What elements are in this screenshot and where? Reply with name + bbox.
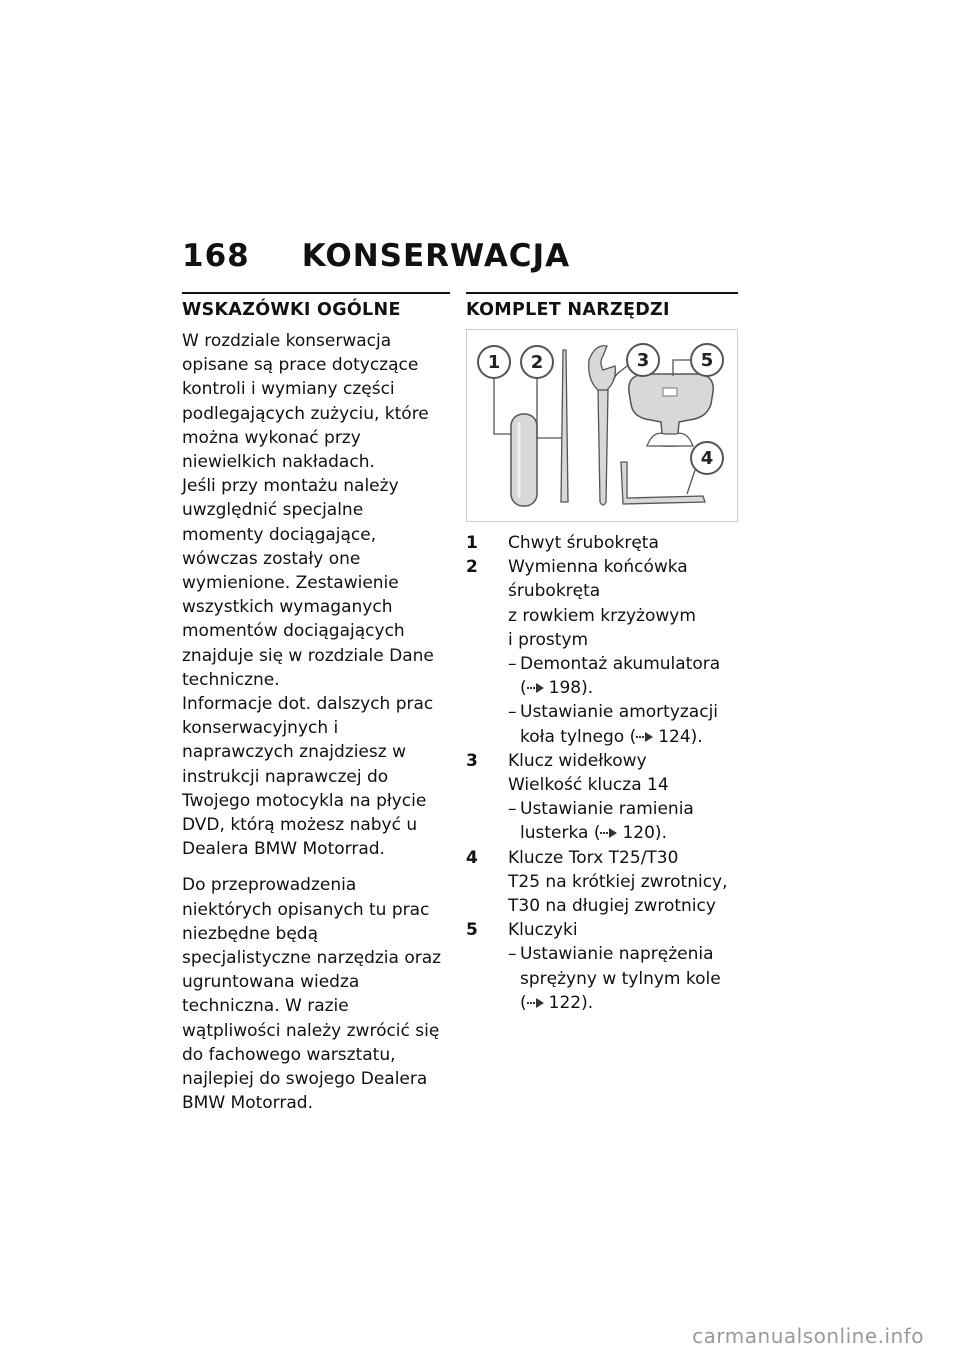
page-arrow-icon [636, 731, 656, 743]
page-arrow-icon [527, 997, 547, 1009]
right-column [466, 292, 738, 1015]
sub-item-text-wrap [520, 652, 738, 700]
item-body [508, 749, 738, 846]
list-item [466, 531, 738, 555]
callout-label-5: 5 [700, 350, 714, 371]
callout-label-4: 4 [700, 448, 714, 469]
sub-item [508, 797, 738, 845]
sub-item [508, 700, 738, 748]
page-reference[interactable]: ( 198). [520, 678, 594, 699]
sub-item-text-wrap [520, 797, 738, 845]
paragraph: W rozdziale konserwacja opisane są prace dotyczące kontroli i wymiany części podlegających zużyciu, które można wykonać przy niewielkich nakładach. [182, 331, 429, 473]
toolkit-figure [466, 329, 738, 522]
sub-item [508, 652, 738, 700]
item-line: Klucze Torx T25/T30 [508, 847, 679, 868]
item-line: z rowkiem krzyżowym [508, 605, 696, 626]
callout-label-2: 2 [530, 352, 544, 373]
left-column [182, 292, 450, 1116]
page-reference-number: 198). [548, 678, 594, 699]
toolkit-list [466, 531, 738, 1015]
dash-icon: – [508, 799, 517, 820]
page-reference-number: 124). [658, 726, 703, 747]
dash-icon: – [508, 654, 517, 675]
list-item [466, 846, 738, 919]
paragraph: Jeśli przy montażu należy uwzględnić specjalne momenty dociągające, wówczas zostały one wymienione. Zestawienie wszystkich wymaganych momentów dociągających znajduje się w rozdziale Dane techniczne. [182, 476, 434, 690]
sub-item-text-wrap [520, 942, 738, 1015]
page-reference-number: 122). [548, 992, 594, 1013]
item-number: 4 [466, 847, 478, 868]
page-reference-number: 120). [622, 823, 667, 844]
list-item [466, 749, 738, 846]
sub-item-text: Ustawianie amortyzacji koła tylnego [520, 702, 719, 747]
item-line: T30 na długiej zwrotnicy [508, 896, 716, 917]
list-item [466, 918, 738, 1015]
item-line: i prostym [508, 629, 589, 650]
item-line: T25 na krótkiej zwrotnicy, [508, 871, 728, 892]
item-number: 3 [466, 750, 478, 771]
paragraph: Do przeprowadzenia niektórych opisanych tu prac niezbędne będą specjalistyczne narzędzia oraz ugruntowana wiedza techniczna. W razie wątpliwości należy zwrócić się do fachowego warsztatu, najlepiej do swojego Dealera BMW Motorrad. [182, 875, 442, 1114]
page-arrow-icon [527, 682, 547, 694]
torx-key-drawing [621, 462, 705, 504]
item-line: Wymienna końcówka śrubokręta [508, 557, 688, 602]
sub-item [508, 942, 738, 1015]
dash-icon: – [508, 702, 517, 723]
sub-item-text: Ustawianie naprężenia sprężyny w tylnym kole [520, 944, 721, 989]
item-body [508, 918, 738, 1015]
item-line: Klucz widełkowy [508, 750, 647, 771]
sub-item-text: Demontaż akumulatora [520, 654, 721, 675]
page-reference[interactable]: ( 122). [520, 992, 594, 1013]
item-number: 1 [466, 533, 478, 553]
page-reference[interactable]: ( 120). [588, 823, 667, 844]
page-number: 168 [182, 238, 250, 274]
section-title-toolkit: KOMPLET NARZĘDZI [466, 300, 670, 320]
sub-item-text-wrap [520, 700, 738, 748]
list-item [466, 555, 738, 749]
footer-watermark: carmanualsonline.info [692, 1324, 924, 1348]
dash-icon: – [508, 944, 517, 965]
sub-item-text: Ustawianie ramienia lusterka [520, 799, 694, 844]
page-arrow-icon [600, 827, 620, 839]
screwdriver-bit-drawing [561, 350, 568, 502]
page-header [182, 238, 570, 274]
paragraph: Informacje dot. dalszych prac konserwacyjnych i naprawczych znajdziesz w instrukcji naprawczej do Twojego motocykla na płycie DVD, którą możesz nabyć u Dealera BMW Motorrad. [182, 694, 434, 860]
item-number: 5 [466, 920, 478, 941]
screwdriver-handle-drawing [511, 414, 537, 506]
section-rule [182, 292, 450, 294]
callout-label-1: 1 [487, 352, 501, 373]
chapter-title: KONSERWACJA [301, 238, 571, 274]
callout-label-3: 3 [636, 350, 650, 371]
item-number: 2 [466, 557, 478, 578]
item-line: Chwyt śrubokręta [508, 533, 659, 553]
item-body [508, 531, 738, 555]
section-title-general: WSKAZÓWKI OGÓLNE [182, 300, 401, 320]
item-line: Kluczyki [508, 920, 578, 941]
item-body [508, 555, 738, 749]
key-drawing [629, 374, 713, 446]
open-end-wrench-drawing [589, 346, 616, 505]
toolkit-illustration [467, 330, 737, 521]
section-rule [466, 292, 738, 294]
page-reference[interactable]: ( 124). [624, 726, 703, 747]
item-line: Wielkość klucza 14 [508, 775, 669, 796]
item-body [508, 846, 738, 919]
